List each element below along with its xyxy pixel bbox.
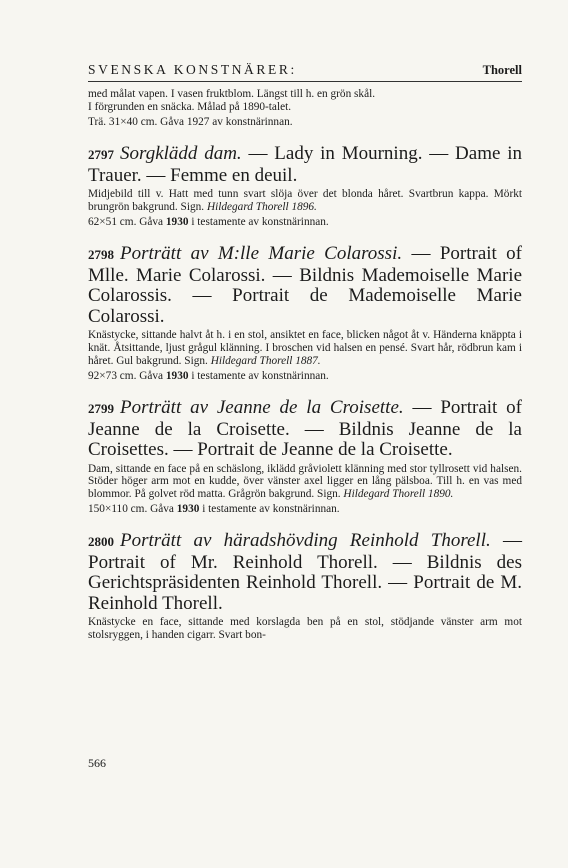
- entry-number: 2799: [88, 401, 114, 417]
- signature: Hildegard Thorell 1887.: [210, 354, 321, 367]
- intro-meta: Trä. 31×40 cm. Gåva 1927 av konstnärinnan.: [88, 116, 293, 129]
- signature: Hildegard Thorell 1890.: [343, 487, 454, 500]
- catalog-entry: [88, 398, 522, 516]
- intro-line: med målat vapen. I vasen fruktblom. Längst till h. en grön skål.: [88, 88, 376, 100]
- entry-number: 2797: [88, 147, 114, 163]
- entry-title-swedish: Porträtt av häradshövding Reinhold Thorell.: [120, 530, 491, 552]
- catalog-entry: [88, 144, 522, 229]
- meta-size: 92×73 cm. Gåva: [88, 370, 166, 383]
- meta-size: 62×51 cm. Gåva: [88, 216, 166, 229]
- description-text: Midjebild till v. Hatt med tunn svart slöja över det blonda håret. Svartbrun kappa. Mörkt brungrön bakgrund. Sign.: [88, 188, 522, 213]
- entry-description: [88, 188, 522, 213]
- meta-year: 1930: [176, 503, 200, 516]
- description-text: Dam, sittande en face på en schäslong, iklädd gråviolett klänning med stor tyllrosett vid halsen. Stöder höger arm mot en kudde, över vänster axel ligger en lång pälsboa. Till h. en vas med blommor. På golvet röd matta. Grågrön bakgrund. Sign.: [88, 462, 522, 500]
- entry-number: 2798: [88, 247, 114, 263]
- entry-title-translations: — Lady in Mourning. — Dame in Trauer. — Femme en deuil.: [88, 143, 523, 186]
- entry-meta: [88, 216, 522, 229]
- meta-provenance: i testamente av konstnärinnan.: [199, 503, 340, 516]
- entry-title-swedish: Porträtt av Jeanne de la Croisette.: [120, 397, 404, 419]
- entry-meta: [88, 503, 522, 516]
- section-title: SVENSKA KONSTNÄRER:: [88, 62, 297, 77]
- entry-title-translations: — Portrait of Mr. Reinhold Thorell. — Bildnis des Gerichtspräsidenten Reinhold Thorell. — Portrait de M. Reinhold Thorell.: [88, 530, 522, 614]
- running-header: [88, 62, 522, 82]
- description-text: Knästycke, sittande halvt åt h. i en stol, ansiktet en face, blicken något åt v. Händerna knäppta i knät. Åtsittande, ljust grågul klänning. I broschen vid halsen en pensé. Svart hår, rödbrun kam i håret. Gul bakgrund. Sign.: [88, 329, 522, 367]
- catalog-page: [88, 62, 522, 642]
- entry-description: [88, 329, 522, 367]
- meta-provenance: i testamente av konstnärinnan.: [188, 370, 329, 383]
- entry-title: [88, 244, 522, 327]
- artist-name: Thorell: [482, 63, 522, 77]
- page-number: 566: [88, 756, 106, 770]
- intro-text: [88, 88, 522, 113]
- entry-title-swedish: Porträtt av M:lle Marie Colarossi.: [120, 243, 403, 265]
- entry-meta: [88, 370, 522, 383]
- signature: Hildegard Thorell 1896.: [206, 200, 317, 213]
- meta-size: 150×110 cm. Gåva: [88, 503, 177, 516]
- entry-title-swedish: Sorgklädd dam.: [120, 143, 242, 165]
- entry-title: [88, 531, 522, 614]
- entry-title: [88, 398, 522, 461]
- entry-title-translations: — Portrait of Mlle. Marie Colarossi. — Bildnis Mademoiselle Marie Colarossis. — Portrait de Mademoiselle Marie Colarossi.: [88, 243, 523, 327]
- meta-year: 1930: [165, 216, 189, 229]
- meta-year: 1930: [165, 370, 189, 383]
- catalog-entry: [88, 531, 522, 641]
- entry-title: [88, 144, 522, 186]
- intro-line: I förgrunden en snäcka. Målad på 1890-talet.: [88, 100, 292, 113]
- entry-description: [88, 463, 522, 501]
- entry-title-translations: — Portrait of Jeanne de la Croisette. — Bildnis Jeanne de la Croisettes. — Portrait de Jeanne de la Croisette.: [88, 397, 522, 461]
- catalog-entry: [88, 244, 522, 383]
- meta-provenance: i testamente av konstnärinnan.: [188, 216, 329, 229]
- description-text: Knästycke en face, sittande med korslagda ben på en stol, stödjande vänster arm mot stolsryggen, i handen cigarr. Svart bon-: [88, 616, 522, 642]
- entry-number: 2800: [88, 534, 114, 550]
- entry-description: [88, 616, 522, 641]
